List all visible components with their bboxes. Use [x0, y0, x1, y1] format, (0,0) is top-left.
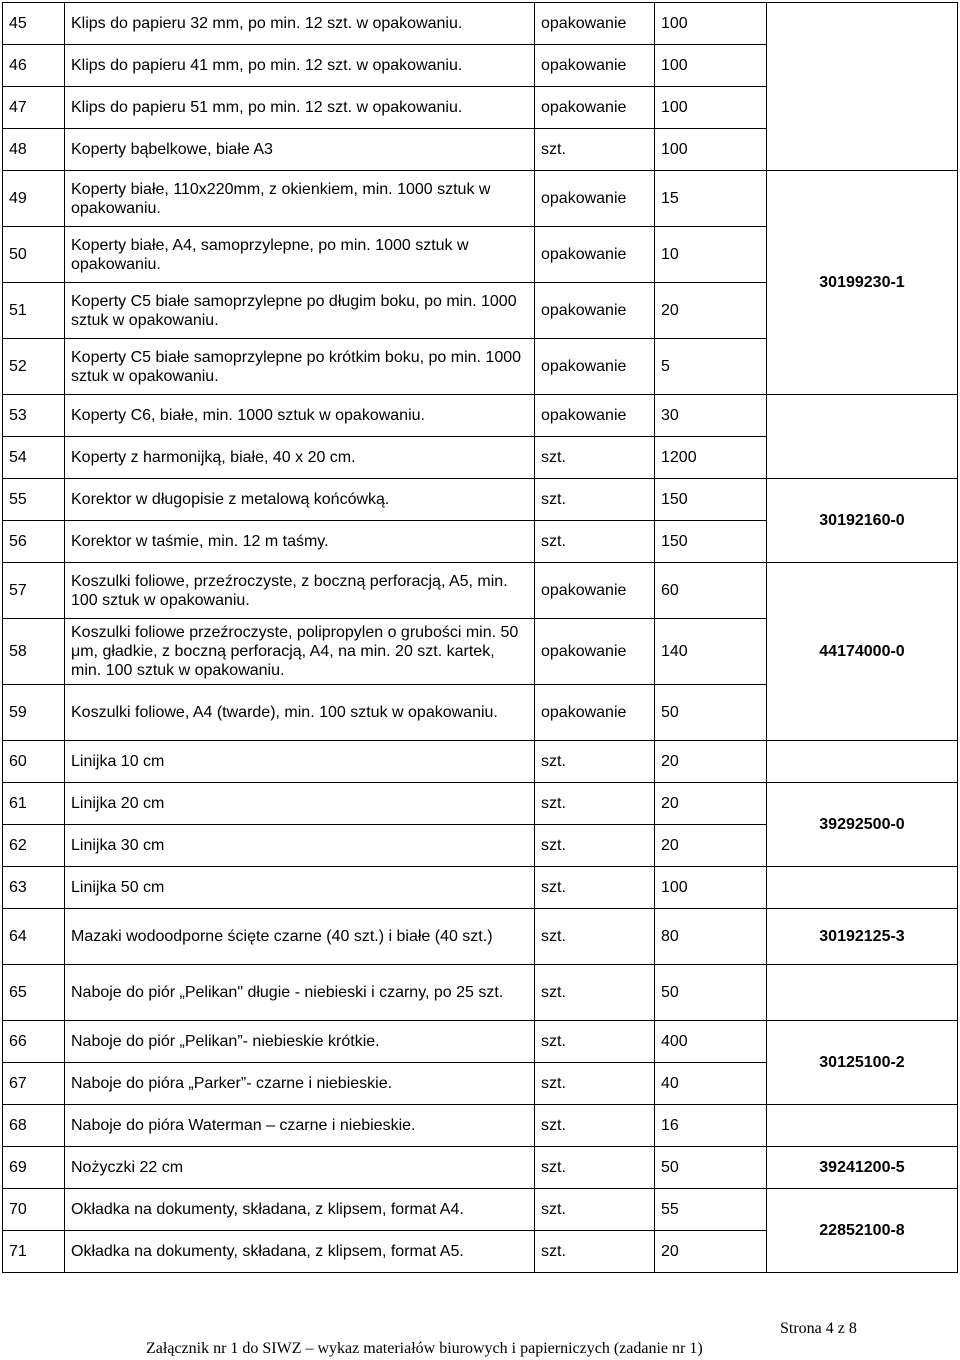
cpv-code: 30199230-1 — [767, 171, 958, 395]
item-quantity: 55 — [655, 1189, 767, 1231]
item-quantity: 80 — [655, 909, 767, 965]
item-quantity: 20 — [655, 283, 767, 339]
item-name: Koperty C6, białe, min. 1000 sztuk w opakowaniu. — [65, 395, 535, 437]
row-number: 47 — [3, 87, 65, 129]
table-row — [3, 395, 958, 437]
row-number: 57 — [3, 563, 65, 619]
item-quantity: 150 — [655, 521, 767, 563]
item-name: Nożyczki 22 cm — [65, 1147, 535, 1189]
item-unit: szt. — [535, 1021, 655, 1063]
row-number: 49 — [3, 171, 65, 227]
row-number: 59 — [3, 685, 65, 741]
item-name: Koperty C5 białe samoprzylepne po długim boku, po min. 1000 sztuk w opakowaniu. — [65, 283, 535, 339]
item-unit: szt. — [535, 909, 655, 965]
row-number: 53 — [3, 395, 65, 437]
item-quantity: 16 — [655, 1105, 767, 1147]
item-unit: szt. — [535, 965, 655, 1021]
item-unit: szt. — [535, 129, 655, 171]
item-unit: szt. — [535, 521, 655, 563]
cpv-cell-empty — [767, 741, 958, 783]
item-quantity: 100 — [655, 867, 767, 909]
item-quantity: 150 — [655, 479, 767, 521]
item-unit: szt. — [535, 1231, 655, 1273]
item-name: Naboje do pióra Waterman – czarne i niebieskie. — [65, 1105, 535, 1147]
row-number: 52 — [3, 339, 65, 395]
item-name: Klips do papieru 51 mm, po min. 12 szt. w opakowaniu. — [65, 87, 535, 129]
item-unit: opakowanie — [535, 395, 655, 437]
table-row — [3, 867, 958, 909]
item-unit: szt. — [535, 1105, 655, 1147]
item-quantity: 100 — [655, 87, 767, 129]
item-unit: opakowanie — [535, 619, 655, 685]
table-row — [3, 563, 958, 619]
item-unit: opakowanie — [535, 45, 655, 87]
table-row — [3, 1147, 958, 1189]
row-number: 48 — [3, 129, 65, 171]
row-number: 46 — [3, 45, 65, 87]
row-number: 66 — [3, 1021, 65, 1063]
item-name: Linijka 10 cm — [65, 741, 535, 783]
item-quantity: 20 — [655, 783, 767, 825]
row-number: 56 — [3, 521, 65, 563]
row-number: 50 — [3, 227, 65, 283]
item-name: Klips do papieru 41 mm, po min. 12 szt. w opakowaniu. — [65, 45, 535, 87]
row-number: 65 — [3, 965, 65, 1021]
item-unit: opakowanie — [535, 283, 655, 339]
item-name: Koszulki foliowe, przeźroczyste, z boczną perforacją, A5, min. 100 sztuk w opakowaniu. — [65, 563, 535, 619]
item-unit: opakowanie — [535, 685, 655, 741]
item-name: Klips do papieru 32 mm, po min. 12 szt. w opakowaniu. — [65, 3, 535, 45]
row-number: 63 — [3, 867, 65, 909]
item-name: Koszulki foliowe, A4 (twarde), min. 100 sztuk w opakowaniu. — [65, 685, 535, 741]
row-number: 64 — [3, 909, 65, 965]
item-name: Koperty z harmonijką, białe, 40 x 20 cm. — [65, 437, 535, 479]
item-unit: szt. — [535, 1147, 655, 1189]
item-unit: opakowanie — [535, 171, 655, 227]
item-name: Koperty białe, A4, samoprzylepne, po min. 1000 sztuk w opakowaniu. — [65, 227, 535, 283]
row-number: 61 — [3, 783, 65, 825]
table-row — [3, 1105, 958, 1147]
cpv-code: 30125100-2 — [767, 1021, 958, 1105]
table-row — [3, 171, 958, 227]
cpv-cell-empty — [767, 1105, 958, 1147]
item-name: Mazaki wodoodporne ścięte czarne (40 szt.) i białe (40 szt.) — [65, 909, 535, 965]
row-number: 71 — [3, 1231, 65, 1273]
row-number: 54 — [3, 437, 65, 479]
item-quantity: 20 — [655, 825, 767, 867]
row-number: 70 — [3, 1189, 65, 1231]
item-unit: opakowanie — [535, 563, 655, 619]
item-name: Koperty bąbelkowe, białe A3 — [65, 129, 535, 171]
item-unit: opakowanie — [535, 339, 655, 395]
item-name: Okładka na dokumenty, składana, z klipsem, format A4. — [65, 1189, 535, 1231]
row-number: 69 — [3, 1147, 65, 1189]
item-name: Okładka na dokumenty, składana, z klipsem, format A5. — [65, 1231, 535, 1273]
item-unit: opakowanie — [535, 227, 655, 283]
item-unit: szt. — [535, 1063, 655, 1105]
item-name: Koperty białe, 110x220mm, z okienkiem, min. 1000 sztuk w opakowaniu. — [65, 171, 535, 227]
row-number: 67 — [3, 1063, 65, 1105]
item-quantity: 20 — [655, 741, 767, 783]
item-name: Koperty C5 białe samoprzylepne po krótkim boku, po min. 1000 sztuk w opakowaniu. — [65, 339, 535, 395]
item-quantity: 60 — [655, 563, 767, 619]
item-quantity: 100 — [655, 129, 767, 171]
table-row — [3, 1189, 958, 1231]
item-name: Naboje do piór „Pelikan" długie - niebieski i czarny, po 25 szt. — [65, 965, 535, 1021]
row-number: 45 — [3, 3, 65, 45]
item-quantity: 100 — [655, 45, 767, 87]
item-unit: szt. — [535, 825, 655, 867]
item-name: Linijka 50 cm — [65, 867, 535, 909]
item-name: Naboje do piór „Pelikan”- niebieskie krótkie. — [65, 1021, 535, 1063]
item-unit: szt. — [535, 867, 655, 909]
item-quantity: 50 — [655, 685, 767, 741]
item-quantity: 1200 — [655, 437, 767, 479]
cpv-code: 39241200-5 — [767, 1147, 958, 1189]
item-quantity: 20 — [655, 1231, 767, 1273]
item-quantity: 50 — [655, 965, 767, 1021]
table-row — [3, 479, 958, 521]
cpv-code: 30192125-3 — [767, 909, 958, 965]
item-quantity: 140 — [655, 619, 767, 685]
item-quantity: 5 — [655, 339, 767, 395]
item-quantity: 15 — [655, 171, 767, 227]
cpv-code: 39292500-0 — [767, 783, 958, 867]
row-number: 60 — [3, 741, 65, 783]
item-name: Korektor w taśmie, min. 12 m taśmy. — [65, 521, 535, 563]
item-quantity: 100 — [655, 3, 767, 45]
table-row — [3, 3, 958, 45]
table-row — [3, 783, 958, 825]
item-name: Linijka 30 cm — [65, 825, 535, 867]
item-name: Linijka 20 cm — [65, 783, 535, 825]
footer-caption: Załącznik nr 1 do SIWZ – wykaz materiałów biurowych i papierniczych (zadanie nr 1) — [146, 1340, 703, 1357]
item-name: Koszulki foliowe przeźroczyste, polipropylen o grubości min. 50 μm, gładkie, z boczną perforacją, A4, na min. 20 szt. kartek, min. 100 sztuk w opakowaniu. — [65, 619, 535, 685]
item-quantity: 30 — [655, 395, 767, 437]
item-unit: opakowanie — [535, 87, 655, 129]
cpv-code: 30192160-0 — [767, 479, 958, 563]
table-row — [3, 965, 958, 1021]
cpv-cell-empty — [767, 3, 958, 171]
item-quantity: 10 — [655, 227, 767, 283]
item-unit: szt. — [535, 741, 655, 783]
cpv-code: 22852100-8 — [767, 1189, 958, 1273]
item-quantity: 40 — [655, 1063, 767, 1105]
row-number: 51 — [3, 283, 65, 339]
item-unit: opakowanie — [535, 3, 655, 45]
item-unit: szt. — [535, 437, 655, 479]
item-quantity: 50 — [655, 1147, 767, 1189]
materials-table — [2, 2, 958, 1273]
row-number: 55 — [3, 479, 65, 521]
cpv-cell-empty — [767, 965, 958, 1021]
row-number: 58 — [3, 619, 65, 685]
row-number: 68 — [3, 1105, 65, 1147]
item-name: Naboje do pióra „Parker”- czarne i niebieskie. — [65, 1063, 535, 1105]
item-unit: szt. — [535, 479, 655, 521]
item-unit: szt. — [535, 783, 655, 825]
cpv-code: 44174000-0 — [767, 563, 958, 741]
cpv-cell-empty — [767, 395, 958, 479]
page-number: Strona 4 z 8 — [780, 1320, 857, 1337]
table-row — [3, 909, 958, 965]
item-unit: szt. — [535, 1189, 655, 1231]
item-name: Korektor w długopisie z metalową końcówką. — [65, 479, 535, 521]
table-row — [3, 1021, 958, 1063]
row-number: 62 — [3, 825, 65, 867]
table-row — [3, 741, 958, 783]
cpv-cell-empty — [767, 867, 958, 909]
item-quantity: 400 — [655, 1021, 767, 1063]
